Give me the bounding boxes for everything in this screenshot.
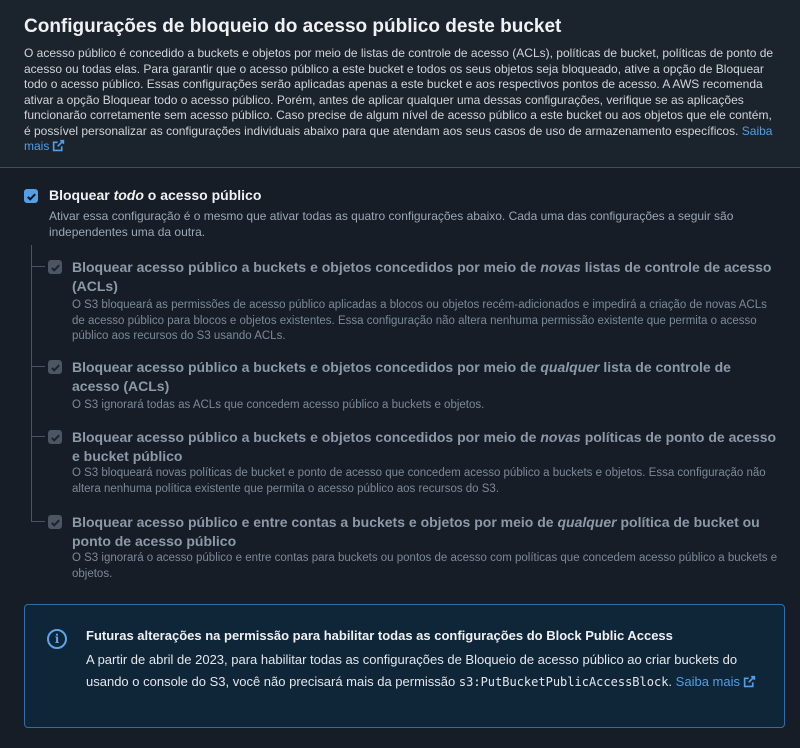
external-link-icon bbox=[743, 675, 756, 688]
info-alert bbox=[24, 604, 785, 728]
option-title bbox=[72, 258, 782, 296]
option-new-policies-checkbox bbox=[48, 430, 62, 444]
info-learn-more-label: Saiba mais bbox=[675, 674, 740, 689]
learn-more-label: Saiba mais bbox=[24, 123, 773, 153]
title-suffix: listas de controle de acesso (ACLs) bbox=[72, 259, 772, 294]
option-any-acls-checkbox bbox=[48, 360, 62, 374]
title-emphasis: qualquer bbox=[540, 359, 600, 375]
settings-content bbox=[0, 168, 800, 748]
tree-connector bbox=[31, 521, 45, 522]
checkmark-icon bbox=[50, 432, 61, 443]
title-prefix: Bloquear bbox=[49, 187, 114, 203]
checkmark-icon bbox=[50, 362, 61, 373]
title-prefix: Bloquear acesso público a buckets e objetos concedidos por meio de bbox=[72, 359, 541, 375]
option-new-acls bbox=[48, 258, 788, 348]
checkmark-icon bbox=[50, 262, 61, 273]
option-new-policies bbox=[48, 428, 788, 498]
info-period: . bbox=[668, 674, 673, 689]
option-description: O S3 bloqueará as permissões de acesso público aplicadas a blocos ou objetos recém-adicionados e impedirá a criação de novas ACLs de acesso público para blocos e objetos existentes. Essa configuração não altera nenhuma permissão existente que permita o acesso público aos recursos do S3 usando ACLs. bbox=[72, 299, 767, 342]
tree-connector bbox=[31, 436, 45, 437]
info-icon: i bbox=[47, 629, 67, 649]
option-any-acls bbox=[48, 358, 788, 418]
option-new-acls-checkbox bbox=[48, 260, 62, 274]
block-all-description: Ativar essa configuração é o mesmo que ativar todas as quatro configurações abaixo. Cada uma das configurações a seguir são independentes uma da outra. bbox=[49, 209, 734, 239]
title-emphasis: novas bbox=[540, 259, 581, 275]
option-any-policies-checkbox bbox=[48, 515, 62, 529]
option-description: O S3 ignorará o acesso público e entre contas para buckets ou pontos de acesso com políticas que concedem acesso público a buckets e objetos. bbox=[72, 552, 778, 580]
title-suffix: lista de controle de acesso (ACLs) bbox=[72, 359, 731, 394]
title-prefix: Bloquear acesso público a buckets e objetos concedidos por meio de bbox=[72, 429, 541, 445]
title-prefix: Bloquear acesso público e entre contas a buckets e objetos por meio de bbox=[72, 514, 558, 530]
block-all-title bbox=[49, 186, 261, 204]
info-learn-more-link[interactable] bbox=[676, 674, 756, 689]
header-description bbox=[24, 46, 776, 155]
info-body bbox=[86, 649, 766, 693]
title-emphasis: todo bbox=[113, 187, 144, 203]
option-title bbox=[72, 513, 782, 551]
title-suffix: política de bucket ou ponto de acesso público bbox=[72, 514, 760, 549]
title-emphasis: qualquer bbox=[557, 514, 617, 530]
info-title: Futuras alterações na permissão para habilitar todas as configurações do Block Public Access bbox=[86, 628, 673, 643]
title-prefix: Bloquear acesso público a buckets e objetos concedidos por meio de bbox=[72, 259, 541, 275]
external-link-icon bbox=[52, 139, 65, 152]
tree-line bbox=[31, 245, 32, 521]
permission-code: s3:PutBucketPublicAccessBlock bbox=[458, 675, 669, 689]
title-emphasis: novas bbox=[540, 429, 581, 445]
checkmark-icon bbox=[26, 191, 37, 202]
option-title bbox=[72, 358, 782, 396]
checkmark-icon bbox=[50, 517, 61, 528]
title-suffix: políticas de ponto de acesso e bucket público bbox=[72, 429, 777, 464]
page-title: Configurações de bloqueio do acesso público deste bucket bbox=[24, 16, 562, 37]
option-any-policies bbox=[48, 513, 788, 588]
tree-connector bbox=[31, 266, 45, 267]
title-suffix: o acesso público bbox=[143, 187, 262, 203]
info-body-text: A partir de abril de 2023, para habilitar todas as configurações de Bloqueio de acesso público ao criar buckets do usando o console do S3, você não precisará mais da permissão bbox=[86, 652, 738, 689]
option-description: O S3 ignorará todas as ACLs que concedem acesso público a buckets e objetos. bbox=[72, 399, 485, 411]
tree-connector bbox=[31, 366, 45, 367]
option-title bbox=[72, 428, 782, 466]
settings-header bbox=[0, 0, 800, 168]
header-description-text: O acesso público é concedido a buckets e objetos por meio de listas de controle de acesso (ACLs), políticas de bucket, políticas de ponto de acesso ou todas elas. Para garantir que o acesso público a este bucket e todos os seus objetos seja bloqueado, ative a opção de Bloquear todo o acesso público. Essas configurações serão aplicadas apenas a este bucket e aos respectivos pontos de acesso. A AWS recomenda ativar a opção Bloquear todo o acesso público. Porém, antes de aplicar qualquer uma dessas configurações, verifique se as aplicações funcionarão corretamente sem acesso público. Caso precise de algum nível de acesso público a este bucket ou aos objetos que ele contém, é possível personalizar as configurações individuais abaixo para que atendam aos seus casos de uso de armazenamento específicos. bbox=[24, 46, 774, 138]
block-all-checkbox[interactable] bbox=[24, 189, 38, 203]
option-description: O S3 bloqueará novas políticas de bucket e ponto de acesso que concedem acesso público a buckets e objetos. Essa configuração não altera nenhuma política existente que permita o acesso público aos recursos do S3. bbox=[72, 467, 766, 495]
